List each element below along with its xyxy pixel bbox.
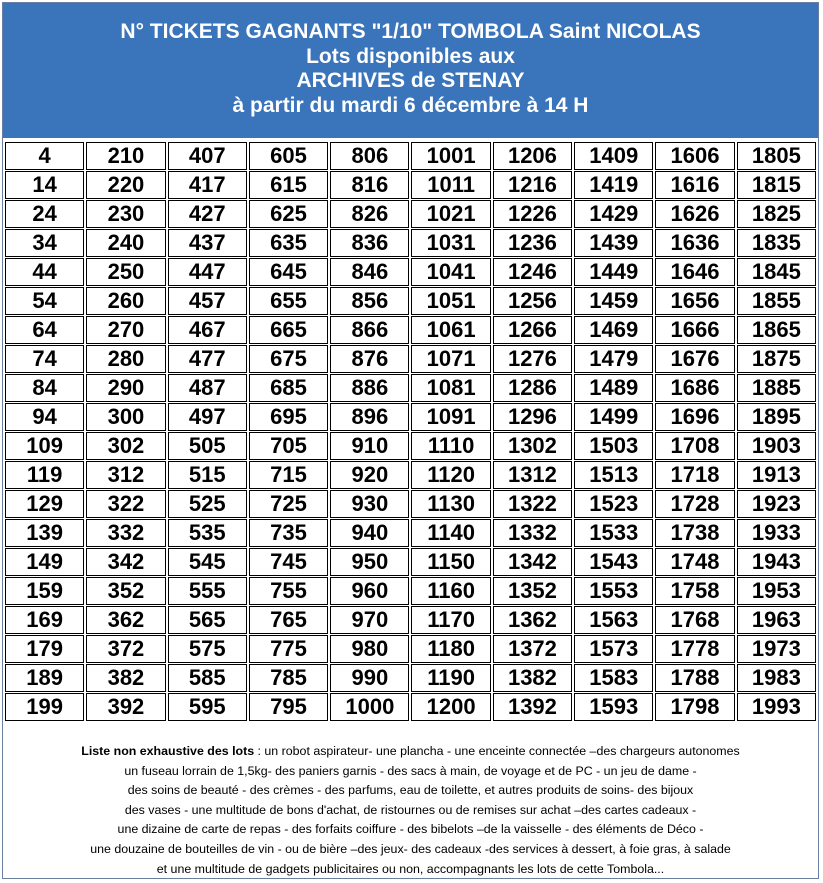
ticket-number-cell: 1439 bbox=[574, 229, 653, 257]
ticket-number-cell: 1276 bbox=[493, 345, 572, 373]
ticket-number-cell: 322 bbox=[86, 490, 165, 518]
ticket-number-cell: 1738 bbox=[655, 519, 734, 547]
ticket-number-cell: 94 bbox=[5, 403, 84, 431]
ticket-number-cell: 14 bbox=[5, 171, 84, 199]
ticket-number-cell: 1021 bbox=[411, 200, 490, 228]
ticket-number-cell: 795 bbox=[249, 693, 328, 721]
ticket-number-cell: 1000 bbox=[330, 693, 409, 721]
ticket-number-cell: 1180 bbox=[411, 635, 490, 663]
ticket-number-cell: 1748 bbox=[655, 548, 734, 576]
ticket-number-cell: 1479 bbox=[574, 345, 653, 373]
ticket-number-cell: 1835 bbox=[737, 229, 816, 257]
ticket-number-cell: 447 bbox=[168, 258, 247, 286]
table-row bbox=[5, 374, 816, 402]
ticket-number-cell: 625 bbox=[249, 200, 328, 228]
ticket-number-cell: 34 bbox=[5, 229, 84, 257]
ticket-number-cell: 1718 bbox=[655, 461, 734, 489]
ticket-number-cell: 1573 bbox=[574, 635, 653, 663]
ticket-number-cell: 515 bbox=[168, 461, 247, 489]
header-title: N° TICKETS GAGNANTS "1/10" TOMBOLA Saint NICOLAS bbox=[120, 20, 701, 43]
ticket-number-cell: 1409 bbox=[574, 142, 653, 170]
ticket-number-cell: 270 bbox=[86, 316, 165, 344]
ticket-number-cell: 1226 bbox=[493, 200, 572, 228]
ticket-number-cell: 290 bbox=[86, 374, 165, 402]
ticket-number-cell: 970 bbox=[330, 606, 409, 634]
table-row bbox=[5, 171, 816, 199]
ticket-number-cell: 1606 bbox=[655, 142, 734, 170]
ticket-number-cell: 1170 bbox=[411, 606, 490, 634]
ticket-number-cell: 1825 bbox=[737, 200, 816, 228]
ticket-number-cell: 220 bbox=[86, 171, 165, 199]
ticket-number-cell: 1983 bbox=[737, 664, 816, 692]
ticket-number-cell: 457 bbox=[168, 287, 247, 315]
ticket-number-cell: 392 bbox=[86, 693, 165, 721]
ticket-number-cell: 655 bbox=[249, 287, 328, 315]
prize-list-line: une douzaine de bouteilles de vin - ou de bière –des jeux- des cadeaux -des services à dessert, à foie gras, à salade bbox=[90, 841, 731, 856]
ticket-number-cell: 417 bbox=[168, 171, 247, 199]
ticket-number-cell: 1903 bbox=[737, 432, 816, 460]
ticket-number-cell: 765 bbox=[249, 606, 328, 634]
ticket-number-cell: 240 bbox=[86, 229, 165, 257]
ticket-number-cell: 1160 bbox=[411, 577, 490, 605]
ticket-number-cell: 312 bbox=[86, 461, 165, 489]
table-row bbox=[5, 664, 816, 692]
ticket-number-cell: 1696 bbox=[655, 403, 734, 431]
ticket-number-cell: 725 bbox=[249, 490, 328, 518]
ticket-number-cell: 1362 bbox=[493, 606, 572, 634]
ticket-number-cell: 886 bbox=[330, 374, 409, 402]
ticket-number-cell: 1895 bbox=[737, 403, 816, 431]
ticket-number-cell: 1382 bbox=[493, 664, 572, 692]
ticket-number-cell: 1489 bbox=[574, 374, 653, 402]
ticket-number-cell: 1626 bbox=[655, 200, 734, 228]
ticket-number-cell: 705 bbox=[249, 432, 328, 460]
ticket-number-cell: 1815 bbox=[737, 171, 816, 199]
header-date: à partir du mardi 6 décembre à 14 H bbox=[232, 93, 589, 117]
ticket-number-cell: 149 bbox=[5, 548, 84, 576]
prize-list-line bbox=[3, 742, 818, 762]
table-row bbox=[5, 316, 816, 344]
ticket-number-cell: 1302 bbox=[493, 432, 572, 460]
table-row bbox=[5, 229, 816, 257]
ticket-number-cell: 1656 bbox=[655, 287, 734, 315]
prize-list-intro: : un robot aspirateur- une plancha - une enceinte connectée –des chargeurs autonomes bbox=[254, 744, 740, 758]
prize-list-line: et une multitude de gadgets publicitaires ou non, accompagnants les lots de cette Tombola... bbox=[156, 861, 665, 876]
ticket-number-cell: 1636 bbox=[655, 229, 734, 257]
ticket-number-cell: 1875 bbox=[737, 345, 816, 373]
ticket-number-cell: 695 bbox=[249, 403, 328, 431]
ticket-number-cell: 1583 bbox=[574, 664, 653, 692]
ticket-number-cell: 1091 bbox=[411, 403, 490, 431]
ticket-number-cell: 332 bbox=[86, 519, 165, 547]
ticket-number-cell: 876 bbox=[330, 345, 409, 373]
ticket-number-cell: 109 bbox=[5, 432, 84, 460]
ticket-number-cell: 1372 bbox=[493, 635, 572, 663]
ticket-number-cell: 1296 bbox=[493, 403, 572, 431]
ticket-number-cell: 535 bbox=[168, 519, 247, 547]
ticket-number-cell: 585 bbox=[168, 664, 247, 692]
ticket-number-cell: 1885 bbox=[737, 374, 816, 402]
ticket-number-cell: 199 bbox=[5, 693, 84, 721]
ticket-number-cell: 382 bbox=[86, 664, 165, 692]
ticket-number-cell: 555 bbox=[168, 577, 247, 605]
ticket-number-cell: 645 bbox=[249, 258, 328, 286]
ticket-number-cell: 920 bbox=[330, 461, 409, 489]
ticket-number-cell: 1593 bbox=[574, 693, 653, 721]
table-row bbox=[5, 345, 816, 373]
ticket-number-cell: 1758 bbox=[655, 577, 734, 605]
ticket-number-cell: 1081 bbox=[411, 374, 490, 402]
ticket-number-cell: 1845 bbox=[737, 258, 816, 286]
ticket-number-cell: 1523 bbox=[574, 490, 653, 518]
ticket-number-cell: 169 bbox=[5, 606, 84, 634]
ticket-number-cell: 44 bbox=[5, 258, 84, 286]
ticket-number-cell: 1865 bbox=[737, 316, 816, 344]
ticket-number-cell: 1011 bbox=[411, 171, 490, 199]
ticket-number-cell: 575 bbox=[168, 635, 247, 663]
table-row bbox=[5, 200, 816, 228]
ticket-number-cell: 119 bbox=[5, 461, 84, 489]
ticket-number-cell: 1728 bbox=[655, 490, 734, 518]
ticket-number-cell: 635 bbox=[249, 229, 328, 257]
ticket-number-cell: 1322 bbox=[493, 490, 572, 518]
ticket-number-cell: 1943 bbox=[737, 548, 816, 576]
ticket-number-cell: 477 bbox=[168, 345, 247, 373]
ticket-number-cell: 1533 bbox=[574, 519, 653, 547]
ticket-number-cell: 836 bbox=[330, 229, 409, 257]
ticket-number-cell: 1953 bbox=[737, 577, 816, 605]
ticket-number-cell: 497 bbox=[168, 403, 247, 431]
ticket-number-cell: 437 bbox=[168, 229, 247, 257]
ticket-number-cell: 342 bbox=[86, 548, 165, 576]
ticket-number-cell: 1332 bbox=[493, 519, 572, 547]
ticket-number-cell: 1216 bbox=[493, 171, 572, 199]
ticket-number-cell: 159 bbox=[5, 577, 84, 605]
ticket-number-cell: 1449 bbox=[574, 258, 653, 286]
ticket-number-cell: 930 bbox=[330, 490, 409, 518]
ticket-number-cell: 1041 bbox=[411, 258, 490, 286]
ticket-number-cell: 545 bbox=[168, 548, 247, 576]
ticket-number-cell: 302 bbox=[86, 432, 165, 460]
ticket-number-cell: 505 bbox=[168, 432, 247, 460]
ticket-number-cell: 940 bbox=[330, 519, 409, 547]
prize-list-line: un fuseau lorrain de 1,5kg- des paniers garnis - des sacs à main, de voyage et de PC - un jeu de dame - bbox=[124, 763, 697, 778]
table-row bbox=[5, 577, 816, 605]
ticket-number-cell: 980 bbox=[330, 635, 409, 663]
ticket-number-cell: 1513 bbox=[574, 461, 653, 489]
ticket-number-cell: 1923 bbox=[737, 490, 816, 518]
ticket-number-cell: 846 bbox=[330, 258, 409, 286]
ticket-number-cell: 605 bbox=[249, 142, 328, 170]
ticket-number-cell: 260 bbox=[86, 287, 165, 315]
ticket-number-cell: 1708 bbox=[655, 432, 734, 460]
ticket-number-cell: 352 bbox=[86, 577, 165, 605]
ticket-number-cell: 1286 bbox=[493, 374, 572, 402]
prize-list-line: des vases - une multitude de bons d'achat, de ristournes ou de remises sur achat –des cartes cadeaux - bbox=[124, 802, 697, 817]
table-row bbox=[5, 287, 816, 315]
ticket-number-cell: 1419 bbox=[574, 171, 653, 199]
ticket-number-cell: 1459 bbox=[574, 287, 653, 315]
table-row bbox=[5, 519, 816, 547]
ticket-number-cell: 910 bbox=[330, 432, 409, 460]
prize-list-line: une dizaine de carte de repas - des forfaits coiffure - des bibelots –de la vaisselle - des éléments de Déco - bbox=[117, 822, 704, 837]
table-row bbox=[5, 606, 816, 634]
table-row bbox=[5, 490, 816, 518]
ticket-number-cell: 230 bbox=[86, 200, 165, 228]
ticket-number-cell: 896 bbox=[330, 403, 409, 431]
ticket-number-cell: 24 bbox=[5, 200, 84, 228]
ticket-number-cell: 1543 bbox=[574, 548, 653, 576]
header-subtitle: Lots disponibles aux bbox=[306, 44, 515, 68]
ticket-number-cell: 64 bbox=[5, 316, 84, 344]
table-row bbox=[5, 693, 816, 721]
table-row bbox=[5, 403, 816, 431]
ticket-number-cell: 74 bbox=[5, 345, 84, 373]
ticket-number-cell: 1963 bbox=[737, 606, 816, 634]
table-row bbox=[5, 635, 816, 663]
table-row bbox=[5, 461, 816, 489]
ticket-number-cell: 1200 bbox=[411, 693, 490, 721]
ticket-number-cell: 950 bbox=[330, 548, 409, 576]
ticket-number-cell: 866 bbox=[330, 316, 409, 344]
ticket-number-cell: 4 bbox=[5, 142, 84, 170]
ticket-number-cell: 856 bbox=[330, 287, 409, 315]
prize-list bbox=[3, 742, 818, 879]
ticket-number-cell: 1798 bbox=[655, 693, 734, 721]
ticket-number-cell: 990 bbox=[330, 664, 409, 692]
ticket-number-cell: 826 bbox=[330, 200, 409, 228]
ticket-number-cell: 525 bbox=[168, 490, 247, 518]
ticket-number-cell: 1805 bbox=[737, 142, 816, 170]
prize-list-line: des soins de beauté - des crèmes - des parfums, eau de toilette, et autres produits de soins- des bijoux bbox=[127, 783, 694, 798]
ticket-number-cell: 1429 bbox=[574, 200, 653, 228]
ticket-number-cell: 775 bbox=[249, 635, 328, 663]
ticket-number-cell: 665 bbox=[249, 316, 328, 344]
ticket-number-cell: 1206 bbox=[493, 142, 572, 170]
ticket-number-cell: 816 bbox=[330, 171, 409, 199]
winning-tickets-table bbox=[3, 141, 818, 722]
ticket-number-cell: 467 bbox=[168, 316, 247, 344]
ticket-number-cell: 1392 bbox=[493, 693, 572, 721]
ticket-number-cell: 1190 bbox=[411, 664, 490, 692]
ticket-number-cell: 1120 bbox=[411, 461, 490, 489]
ticket-number-cell: 1503 bbox=[574, 432, 653, 460]
ticket-number-cell: 189 bbox=[5, 664, 84, 692]
ticket-number-cell: 1553 bbox=[574, 577, 653, 605]
ticket-number-cell: 1031 bbox=[411, 229, 490, 257]
ticket-number-cell: 1246 bbox=[493, 258, 572, 286]
ticket-number-cell: 785 bbox=[249, 664, 328, 692]
ticket-number-cell: 300 bbox=[86, 403, 165, 431]
ticket-number-cell: 1676 bbox=[655, 345, 734, 373]
tombola-sheet bbox=[2, 2, 819, 879]
ticket-number-cell: 1140 bbox=[411, 519, 490, 547]
table-row bbox=[5, 432, 816, 460]
header-location: ARCHIVES de STENAY bbox=[296, 69, 525, 92]
ticket-number-cell: 1236 bbox=[493, 229, 572, 257]
ticket-number-cell: 129 bbox=[5, 490, 84, 518]
ticket-number-cell: 755 bbox=[249, 577, 328, 605]
ticket-number-cell: 1150 bbox=[411, 548, 490, 576]
ticket-number-cell: 715 bbox=[249, 461, 328, 489]
ticket-number-cell: 1266 bbox=[493, 316, 572, 344]
ticket-number-cell: 1499 bbox=[574, 403, 653, 431]
ticket-number-cell: 1001 bbox=[411, 142, 490, 170]
ticket-number-cell: 1913 bbox=[737, 461, 816, 489]
ticket-number-cell: 372 bbox=[86, 635, 165, 663]
table-row bbox=[5, 548, 816, 576]
ticket-number-cell: 1993 bbox=[737, 693, 816, 721]
ticket-number-cell: 565 bbox=[168, 606, 247, 634]
ticket-number-cell: 615 bbox=[249, 171, 328, 199]
ticket-number-cell: 179 bbox=[5, 635, 84, 663]
ticket-number-cell: 139 bbox=[5, 519, 84, 547]
ticket-number-cell: 280 bbox=[86, 345, 165, 373]
ticket-number-cell: 407 bbox=[168, 142, 247, 170]
ticket-number-cell: 1855 bbox=[737, 287, 816, 315]
ticket-number-cell: 1686 bbox=[655, 374, 734, 402]
ticket-number-cell: 1256 bbox=[493, 287, 572, 315]
ticket-number-cell: 1933 bbox=[737, 519, 816, 547]
ticket-number-cell: 1061 bbox=[411, 316, 490, 344]
ticket-number-cell: 1616 bbox=[655, 171, 734, 199]
header-banner bbox=[3, 3, 818, 138]
ticket-number-cell: 84 bbox=[5, 374, 84, 402]
ticket-number-cell: 1342 bbox=[493, 548, 572, 576]
ticket-number-cell: 1563 bbox=[574, 606, 653, 634]
ticket-number-cell: 54 bbox=[5, 287, 84, 315]
table-row bbox=[5, 258, 816, 286]
ticket-number-cell: 1666 bbox=[655, 316, 734, 344]
ticket-number-cell: 1110 bbox=[411, 432, 490, 460]
ticket-number-cell: 735 bbox=[249, 519, 328, 547]
ticket-number-cell: 1788 bbox=[655, 664, 734, 692]
ticket-number-cell: 210 bbox=[86, 142, 165, 170]
ticket-number-cell: 1973 bbox=[737, 635, 816, 663]
ticket-number-cell: 675 bbox=[249, 345, 328, 373]
ticket-number-cell: 1312 bbox=[493, 461, 572, 489]
ticket-number-cell: 362 bbox=[86, 606, 165, 634]
ticket-number-cell: 1352 bbox=[493, 577, 572, 605]
ticket-number-cell: 1778 bbox=[655, 635, 734, 663]
ticket-number-cell: 1130 bbox=[411, 490, 490, 518]
ticket-number-cell: 806 bbox=[330, 142, 409, 170]
ticket-number-cell: 427 bbox=[168, 200, 247, 228]
ticket-number-cell: 1646 bbox=[655, 258, 734, 286]
table-row bbox=[5, 142, 816, 170]
ticket-number-cell: 595 bbox=[168, 693, 247, 721]
ticket-number-cell: 1051 bbox=[411, 287, 490, 315]
ticket-number-cell: 745 bbox=[249, 548, 328, 576]
ticket-number-cell: 250 bbox=[86, 258, 165, 286]
ticket-number-cell: 685 bbox=[249, 374, 328, 402]
ticket-number-cell: 1469 bbox=[574, 316, 653, 344]
ticket-number-cell: 1768 bbox=[655, 606, 734, 634]
ticket-number-cell: 487 bbox=[168, 374, 247, 402]
ticket-number-cell: 960 bbox=[330, 577, 409, 605]
ticket-number-cell: 1071 bbox=[411, 345, 490, 373]
prize-list-heading: Liste non exhaustive des lots bbox=[81, 744, 255, 758]
